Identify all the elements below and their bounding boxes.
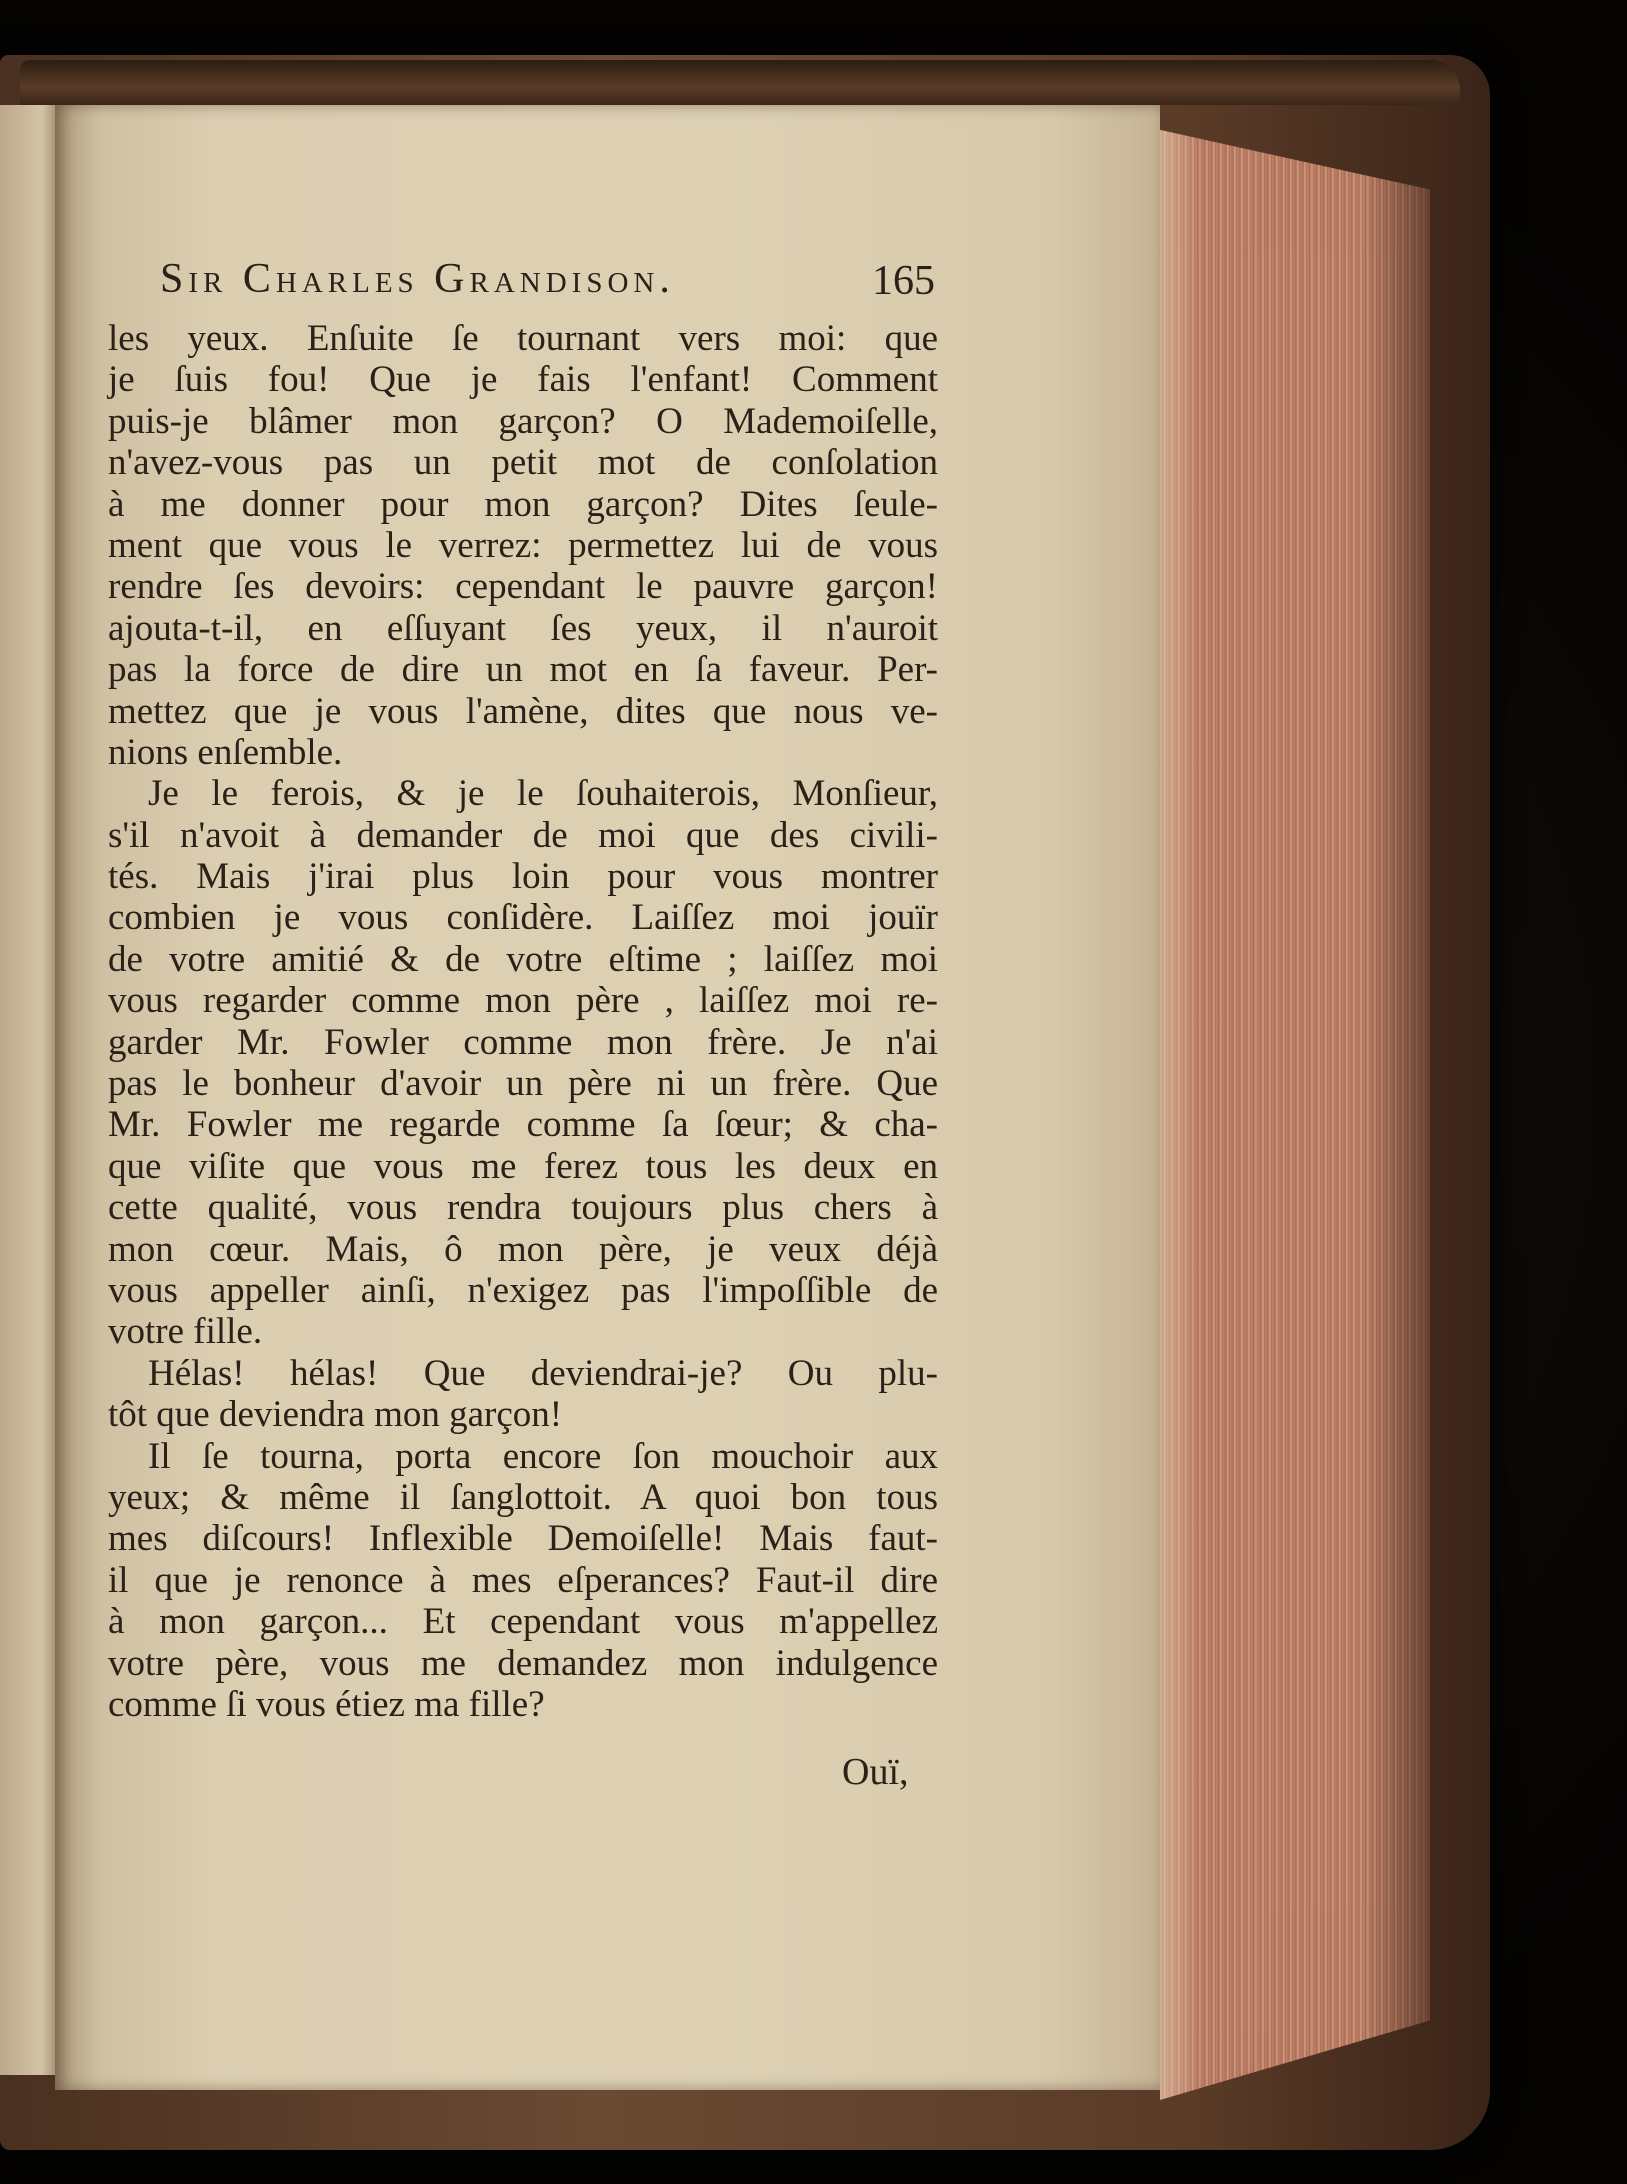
binding-top-edge: [20, 60, 1460, 105]
body-text: [108, 318, 938, 1725]
text-line: il que je renonce à mes eſperances? Faut-il dire: [108, 1559, 938, 1601]
text-line: mon cœur. Mais, ô mon père, je veux déjà: [108, 1228, 938, 1270]
text-line: pas le bonheur d'avoir un père ni un frère. Que: [108, 1063, 938, 1105]
text-line: vous appeller ainſi, n'exigez pas l'impoſſible de: [108, 1269, 938, 1311]
text-line: cette qualité, vous rendra toujours plus chers à: [108, 1187, 938, 1229]
text-line: ajouta-t-il, en eſſuyant ſes yeux, il n'auroit: [108, 607, 938, 649]
text-line: n'avez-vous pas un petit mot de conſolation: [108, 442, 938, 484]
text-line: je ſuis fou! Que je fais l'enfant! Comment: [108, 359, 938, 401]
text-line: à me donner pour mon garçon? Dites ſeule-: [108, 483, 938, 525]
text-line: garder Mr. Fowler comme mon frère. Je n'ai: [108, 1021, 938, 1063]
text-line: comme ſi vous étiez ma fille?: [108, 1683, 545, 1725]
text-line: votre fille.: [108, 1311, 263, 1353]
text-line: nions enſemble.: [108, 731, 343, 773]
text-line: ment que vous le verrez: permettez lui de vous: [108, 524, 938, 566]
text-line: vous regarder comme mon père , laiſſez moi re-: [108, 980, 938, 1022]
text-line: Hélas! hélas! Que deviendrai-je? Ou plu-: [148, 1352, 938, 1394]
text-line: votre père, vous me demandez mon indulgence: [108, 1642, 938, 1684]
text-line: rendre ſes devoirs: cependant le pauvre garçon!: [108, 566, 938, 608]
text-line: que viſite que vous me ferez tous les deux en: [108, 1145, 938, 1187]
text-line: mettez que je vous l'amène, dites que nous ve-: [108, 690, 938, 732]
text-line: à mon garçon... Et cependant vous m'appellez: [108, 1601, 938, 1643]
running-head: [160, 255, 950, 303]
text-line: tés. Mais j'irai plus loin pour vous montrer: [108, 856, 938, 898]
page-number: 165: [872, 258, 935, 304]
catchword: Ouï,: [842, 1751, 909, 1793]
text-line: Il ſe tourna, porta encore ſon mouchoir aux: [148, 1435, 938, 1477]
text-line: les yeux. Enſuite ſe tournant vers moi: que: [108, 318, 938, 359]
text-line: s'il n'avoit à demander de moi que des civili-: [108, 814, 938, 856]
text-line: Je le ferois, & je le ſouhaiterois, Monſieur,: [148, 773, 938, 815]
text-line: puis-je blâmer mon garçon? O Mademoiſelle,: [108, 400, 938, 442]
left-page-edge: [0, 105, 60, 2075]
text-line: pas la force de dire un mot en ſa faveur. Per-: [108, 649, 938, 691]
text-line: Mr. Fowler me regarde comme ſa ſœur; & cha-: [108, 1104, 938, 1146]
running-head-title: Sir Charles Grandison.: [160, 256, 675, 302]
text-line: mes diſcours! Inflexible Demoiſelle! Mais faut-: [108, 1518, 938, 1560]
text-line: de votre amitié & de votre eſtime ; laiſſez moi: [108, 938, 938, 980]
text-line: yeux; & même il ſanglottoit. A quoi bon tous: [108, 1476, 938, 1518]
page-stack-shading: [1160, 110, 1430, 2100]
text-line: tôt que deviendra mon garçon!: [108, 1394, 563, 1436]
text-line: combien je vous conſidère. Laiſſez moi jouïr: [108, 897, 938, 939]
